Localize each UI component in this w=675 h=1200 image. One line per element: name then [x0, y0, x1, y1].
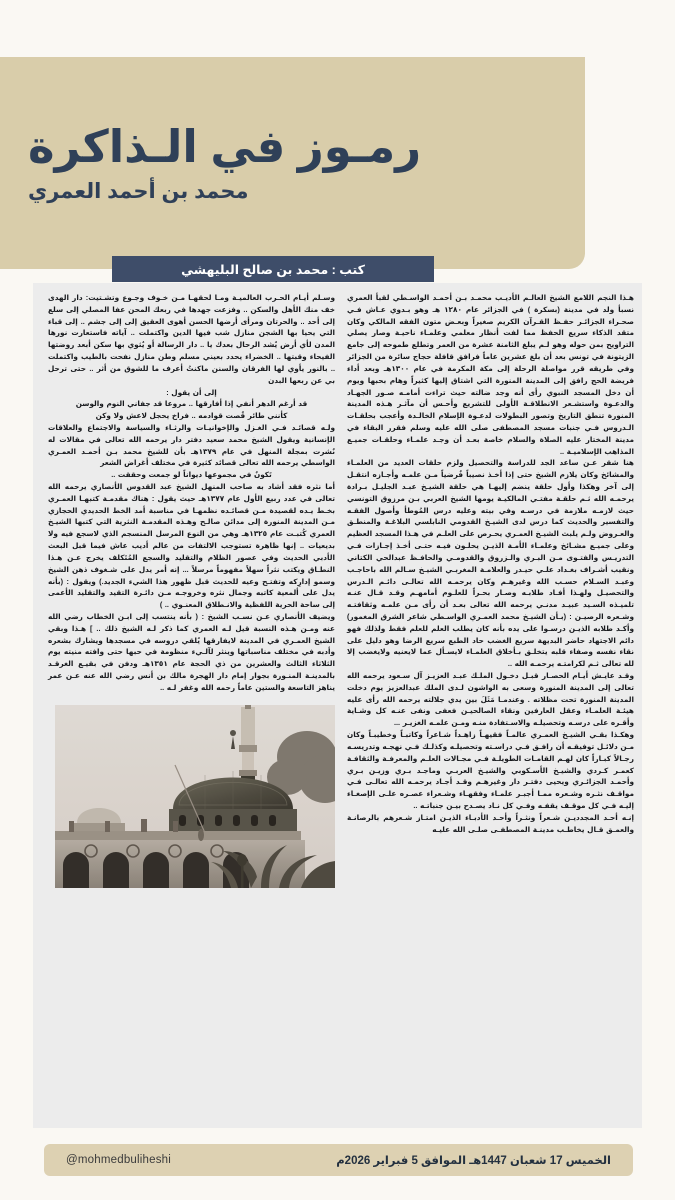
- paragraph: وسـلم أيـام الحـرب العالميـة ومـا لحقهـا مـن خـوف وجـوع وتشـتيت: دار الهدى خف منك الأهل والسكن .. وفزعت جهدها في ربعك المحن عفا المصلي إلى سلع إلى أحد .. والحرتان ومرأى أرضها الحسن أهوى العقيق إلى إلى جشم .. إلى قباء التي يحيا بها الشجن منازل شب فيها الدين واكتملت .. آياته فاستعارت نورها المدن لأي أرض يُشد الرحال بعدك يا .. دار الرسالة أو يُثوي بها سكن أبعد روضتها الفيحاء وقبتها .. الخضراء يحدد بعيني مسلم وطن منازل نفحت بالطيب واكتملت .. بالنور يأوي لها الفرقان والسنن ماكنتُ أعرف ما للشوق من أثر .. حتى ترحل بي عن ربعها البدن: [48, 293, 335, 385]
- paragraph: تَكونُ في مجموعها ديواناً لو جمعت وحققت ..: [111, 470, 272, 480]
- mosque-photo-illustration: [55, 705, 335, 888]
- footer-bar: [44, 1144, 633, 1176]
- paragraph: إلى أن يقول :: [166, 387, 217, 397]
- page-title: رمـوز في الـذاكرة: [28, 121, 422, 173]
- article-body-panel: [33, 283, 642, 1128]
- prophets-mosque-historic-photo: [55, 705, 335, 888]
- masthead-banner: [0, 57, 585, 269]
- byline-bar: [112, 256, 434, 282]
- paragraph: هـذا النجم اللامع الشيخ العالـم الأديـب محمـد بـن أحمـد الواسـطي لقبأ العمري نسبأ ولد في مدينة (بسكرة ) في الجزائر عام ١٢٨٠ هـ وهو بـدوي عـاش فـي صحـراء الجزائـر حفـظ القـرآن الكريم صغيراً وبعـض متون الفقه المالكي وكان متقد الذكاء سريع الحفظ مما لفت أنظار معلمي وعلمـاء ناحيـة وصار يصلي التراويح بمن حوله وهو لـم يبلغ الثامنة عشرة من العمر وتطلع طموحه إلى جامع الزيتونة في تونس بعد أن بلغ عشرين عاماً فرافق قافلة حجاج سائرة من الجزائر وفي طريقه قرر مواصلة الرحلة إلى مكة المكرمة في عام ١٣٠٠هـ وبعد أداء فريضة الحج رافق إلى المدينة المنورة التي اشتاق إليها كثيراً وهام بحبها ويوم أن دخل المسجد النبوي رأى أنه وجد ضالته حيث تراءت أمامـه صـور الجهـاد والدعـوة واستشـعر الانطلاقـة الأولى للتشريع وأحـس أن مآثـر هـذه المدينة المنورة تنطق التاريخ وتصور البطولات لدعـوة الإسلام الخالـدة وأعجب بحلقـات الـدروس فـي جنبات مسجد المصطفى صلى الله عليه وسلم فقرر البقاء في مدينة المختار عليه الصلاة والسلام خاصة بعـد أن وجـد علمـاء وحلقـات جميـع المذاهب الإسلاميـة ..: [347, 293, 634, 456]
- article-column-right: [347, 292, 634, 1122]
- paragraph: أما نثره فقد أشاد به صاحب المنهل الشيخ عبد القدوس الأنصاري يرحمه الله تعالى في عدد ربيع الأول عام ١٣٧٧هـ حيث يقول : هناك مقدمـة كتبهـا العمـري بخـط يـده لقصيدة مـن قصائـده نظمهـا في مناسبة أمد الخط الحديدي الحجازي مـن المدينة المنورة إلى مدائن صالـح وهـذه المقدمـة النثرية التي كتبها الشيـخ العمري كُتبـت عام ١٣٢٥هـ وهي من النوع المرسل المنسجم الذي لاسجع فيه ولا بديعيات .. إنها ظاهرة تستوجب الالتفات من عالم أديب عاش فيما قبل البعث الأدبي الحديث وفي عصور الظلام والتقليد والسجع المُتَكلف يخرج عـن هـذا النطـاق ويكتب نثراً سهلاً مفهوماً مرسلاً ... إنه أمر يدل على شـغوف ذهن الشيخ وسمو إدارِكه وتفتـح وعيه للحديث قبل ظهور هذا الشيء الجديد.) ويقول : (بأنه يدل على ألمعية كاتبه وجمال نثره وخروجـه مـن دائـرة التقيد والتقليد الأعمى إلى ساحة الحرية اللفظية والانـطلاق المعنـوي .. ): [48, 482, 335, 610]
- paragraph: ويضيف الأنصاري عـن نسـب الشيخ : ( بأنه ينتسب إلى ابـن الخطاب رضي الله عنه ومـن هـذه النسبة قيل لـه العمري كما ذكر لـه الشيخ ذلك .. ] هـذا وبقي الشيخ العمـري في المدينة لايفارقها يُلقي دروسه في مسجدها ويشارك بشعره وأدبه في مختلف مناسباتها وينثر لآلـيء منظومة في حبها حتى وافته منيته يوم الثلاثاء الثالث والعشرين من ذي الحجة عام ١٣٥١هـ ودفن في بقيـع الغرقـد بالمدينـة المنـورة بجوار إمام دار الهجرة مالك بن أنس رضي الله عنه عـن عمر يناهز التاسعة والستين عاماً رحمه الله وغفر لـه ..: [48, 611, 335, 692]
- paragraph: إنـه أحـد المجدديـن شـعراً ونثـراً وأحـد الأدبـاء الذيـن امتـاز شـعرهم بالرصانـة والعمـق قـال يخاطـب مدينـة المصطفـى صلـى الله عليـه: [347, 812, 634, 834]
- byline-author: كتب : محمد بن صالح البليهشي: [181, 262, 365, 277]
- masthead-subject-name: محمد بن أحمد العمري: [28, 179, 249, 203]
- social-handle[interactable]: @mohmedbuliheshi: [66, 1154, 172, 1166]
- publication-date: الخميس 17 شعبان 1447هـ الموافق 5 فبراير 2026م: [336, 1155, 611, 1167]
- paragraph: هنا شقر عـن ساعد الجد للدراسة والتحصيل ولزم حلقات العديد من العلمـاء والمشائخ وكان يلازم الشيخ حتى إذا أخـذ نصيباً فُرضياً مـن علمـه وأجـازه انتقـل إلى آخر وهكذا وأول حلقة ينضم إليهـا هي حلقة الشيـخ عبـد الجليـل بـرادة يرحمـه الله ثـم حلقـة مفتـي المالكيـة يومها الشيخ العربي بـن مرزوق التونسي حيث لازمـه ملازمة في درسـه وفي بيته وعليه درس المُوطأ وأصول الفقـه والتفسير والحديث كما درس لدى الشيـخ القدومي النابلسي البلاغـة والمنطـق والعـروض ولـم يلبث الشيـخ العمـري يحـرص على العلـم في هـذا المسجد العظيم وعلى جميـع مشـائخ وعلمـاء الأمـة الذيـن يحلـون فيـه حتـى أخـذ إجـازات فـي التدريـس والفتـوى مـن البـري والـزروق والقدومـي والحافـظ عبدالحي الكتاني ونقيب أشـراف بغـداد علـي حيـدر والعلامـة المغربـي الشيـخ سـالم الله باحاجـب وعبـد السـلام حسـب الله وغيرهـم وكان يرحمـه الله تعالـى دائـم الـدرس والتحصيـل ولهـذا أفـاد طلابـه وصـار بحـراً للعلـوم أمامهـم وقـد قـال عنـه تلميـذه السـيد عبيـد مدنـي يرحمه الله تعالى بعـد أن رأى مـن علمـه وثقافتـه وشـعره الرصيـن : (بـأن الشيـخ محمد العمـري الواسـطي شاعر الشرق المغمور) وأكـد طلابه الذيـن درسـوا على يده بأنه كان يطلب العلم للعلم فقط ولذلك فهو دائم الاجتهاد حاضر البديهة سريع الغضب حاد الطبع سريع الرضا وهو دليل على نقاء نفسه وصفاء قلبه يتخلـق بـأخلاق العلمـاء لايسـأل عما لايعنيه ولايغضب إلا لله تعالى ثـم لكرامتـه يرحمـه الله ..: [347, 458, 634, 669]
- paragraph: كأنني طائر قُصت قوادمه .. فراخ يحجل لاعش ولا وكن: [95, 411, 288, 421]
- paragraph: وقـد عايـش أيـام الحصـار قبـل دخـول الملـك عبـد العزيـز آل سـعود يرحمه الله تعالى إلى المدينة المنورة وسعى به الواشون لـدى الملك عبدالعزيز يوم دخلت المدينة المنورة تحت مظلاته . وعندمـا مَثَلَ بين يدي جلالته يرحمه الله رأى عليه هيئـة العلمـاء وعقل العارفين ونقاء الصالحيـن فعفى ونفى عنـه كل وشـاية وأقـره على درسـه وتحصيلـه والاسـتفادة منـه ومـن علمـه الغزيـر ...: [347, 671, 634, 728]
- masthead-content: [0, 57, 585, 269]
- paragraph: وهكـذا بقـي الشيـخ العمـري عالمـاً فقيهـاً زاهـداً شـاعراً وكاتبـاً وخطيبـاً وكان مـن دلائـل توفيقـه أن رافـق فـي دراسـته وتحصيلـه وكذلـك فـي نهجـه وتدريسـه رجـالاً كبـاراً كان لهـم القامـات الطويلـة فـي مجـالات العلـم والمعرفـة والثقافـة كعمـر كـردي والشيـخ الأسـكوبي والشيـخ العربـي وماجـد بـري وزيـن بـري وأحمـد الجزائـري ويحيى دفتـر دار وغيرهـم وقـد أجـاد يرحمـه الله تعالـى فـي مواقـف نثـره وشـعره ممـا أجبـر علمـاء وفقهـاء وشـعراء عصـره علـى الإصغـاء إليـه فـي كل موقـف يقفـه وفـي كل نـاد يصـدح بيـن جنباتـه ..: [347, 730, 634, 810]
- article-column-left: [48, 292, 335, 1122]
- paragraph: ولـه قصائـد فـي الغـزل والإخوانيـات والرثـاء والسياسة والاجتماع والعلاقات الإنسانية ويقول الشيخ محمد سعيد دفتر دار يرحمه الله تعالى في مقالات له نُشرت بمجلة المنهل في عام ١٣٧٩هـ بأن للشيخ محمد بـن أحمـد العمـري الواسطي يرحمه الله تعالى قصائد كثيرة في مختلف أغراض الشعر: [48, 422, 335, 468]
- paragraph: قد أرغم الدهر أنفي إذا أفارقها .. مروعا قد جفاني النوم والوسن: [75, 399, 308, 409]
